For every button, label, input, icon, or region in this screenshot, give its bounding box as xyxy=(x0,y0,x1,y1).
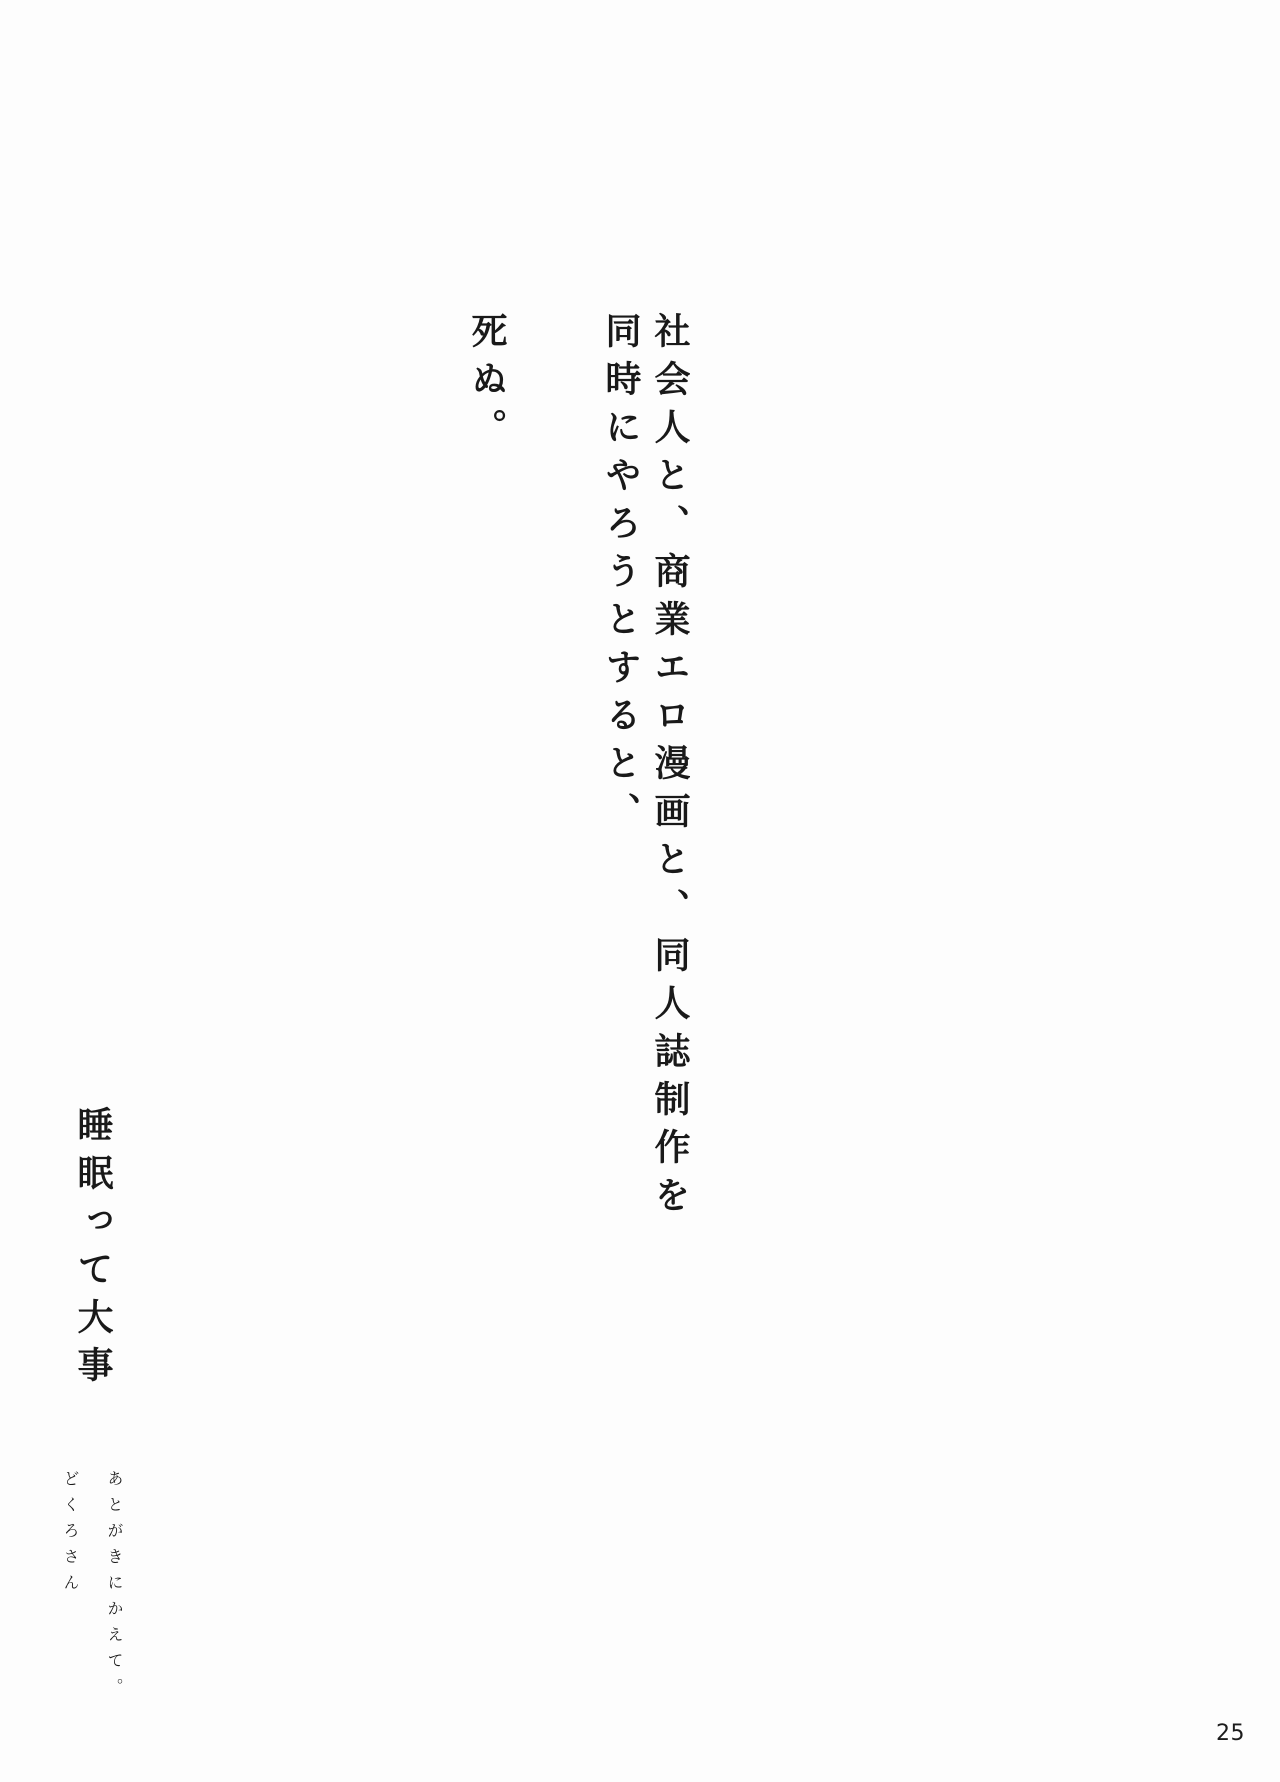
side-heading: 睡眠って大事 xyxy=(72,1106,114,1394)
afterword-caption: あとがきにかえて。 xyxy=(105,1470,124,1704)
afterword-line-2: 同時にやろうとすると、 xyxy=(600,312,642,840)
page-number: 25 xyxy=(1216,1721,1245,1746)
afterword-line-3: 死ぬ。 xyxy=(466,312,508,456)
author-credit: どくろさん xyxy=(61,1470,80,1600)
afterword-line-1: 社会人と、商業エロ漫画と、同人誌制作を xyxy=(649,312,691,1224)
